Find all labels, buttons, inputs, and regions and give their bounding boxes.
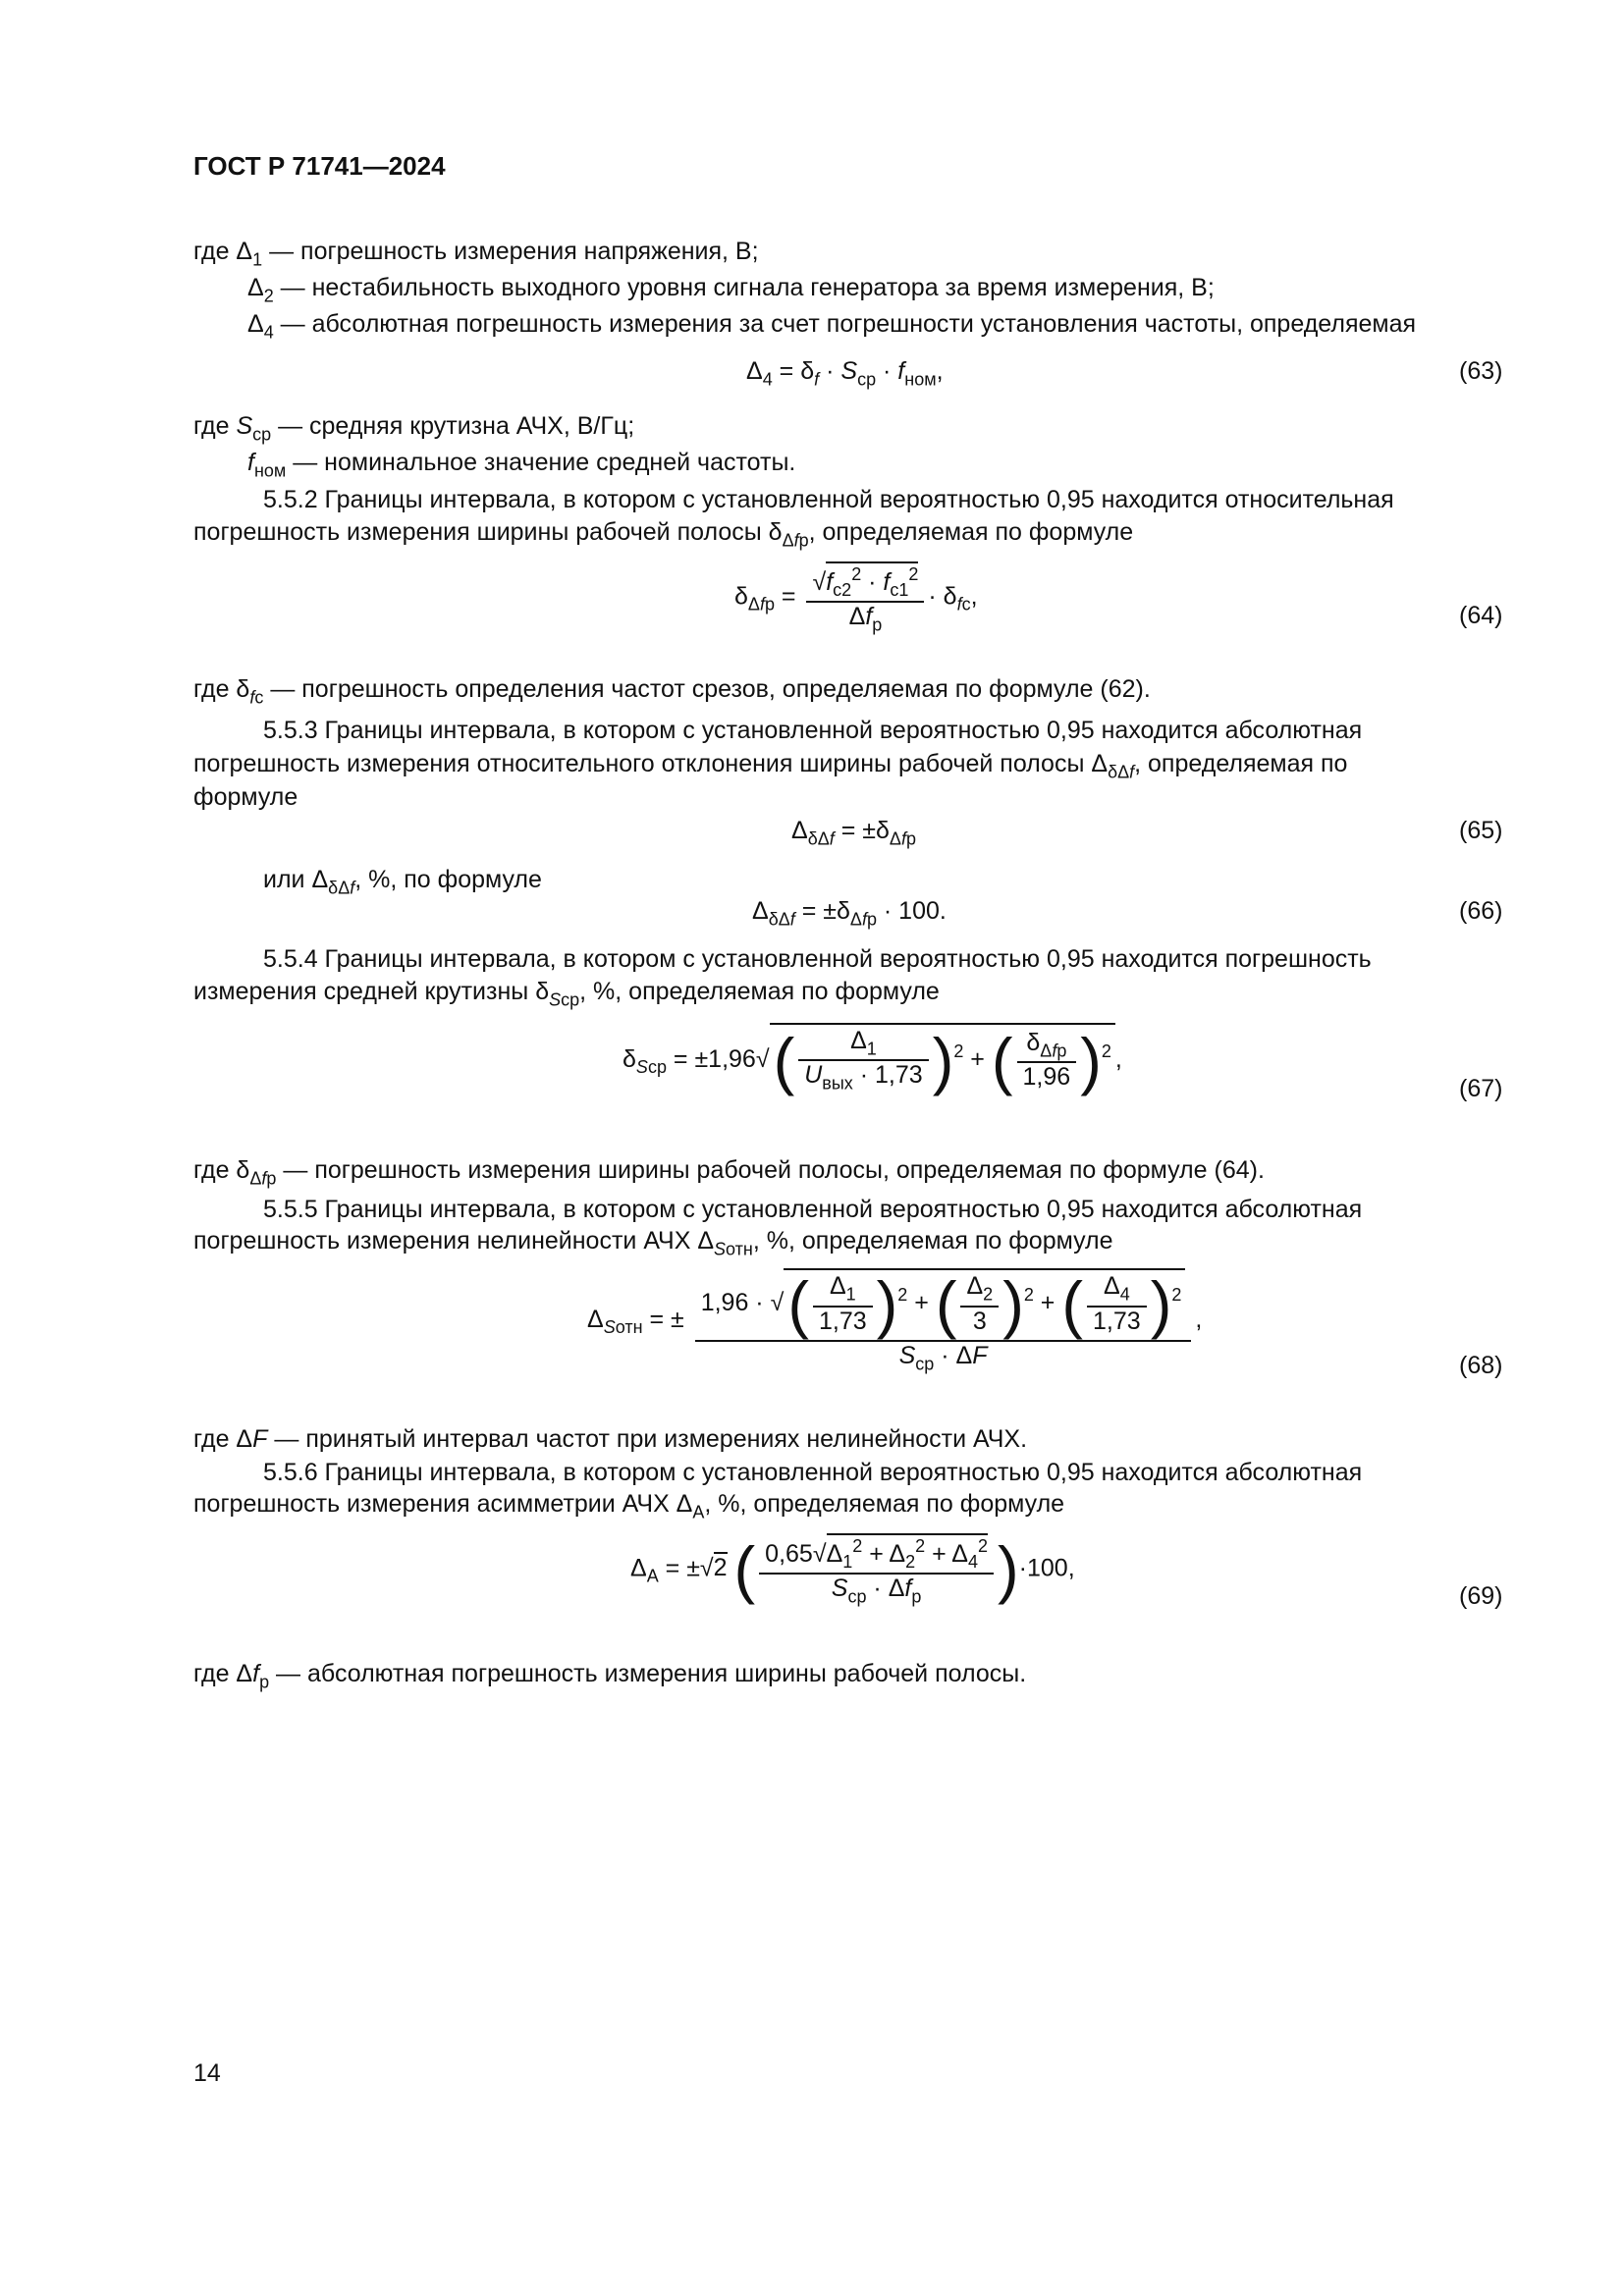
formula-63: $\Delta_4 = \delta_f \cdot S_{ср} \cdot f_{ном}$,	[746, 357, 944, 390]
para-5-5-5-line1: 5.5.5 Границы интервала, в котором с установленной вероятностью 0,95 находится абсолютная	[263, 1196, 1363, 1223]
def-69: где $\Delta f_р$ — абсолютная погрешность измерения ширины рабочей полосы.	[193, 1660, 1027, 1692]
def-delta2: $\Delta_2$ — нестабильность выходного уровня сигнала генератора за время измерения, В;	[247, 274, 1215, 306]
formula-66: $\Delta_{\delta\Delta f} = \pm\delta_{\Delta fр} \cdot 100$.	[752, 897, 947, 930]
equation-number-69: (69)	[1459, 1582, 1503, 1610]
para-5-5-3-line2: погрешность измерения относительного отклонения ширины рабочей полосы $\Delta_{\delta\Delta f}$, определяемая по	[193, 750, 1348, 782]
para-5-5-5-line2: погрешность измерения нелинейности АЧХ $\Delta_{Sотн}$, %, определяемая по формуле	[193, 1227, 1113, 1259]
document-header: ГОСТ Р 71741—2024	[193, 151, 446, 181]
equation-number-64: (64)	[1459, 602, 1503, 629]
para-5-5-6-line2: погрешность измерения асимметрии АЧХ $\Delta_А$, %, определяемая по формуле	[193, 1490, 1065, 1522]
equation-number-67: (67)	[1459, 1075, 1503, 1102]
para-5-5-2-line2: погрешность измерения ширины рабочей полосы $\delta_{\Delta fр}$, определяемая по формуле	[193, 518, 1134, 551]
equation-number-68: (68)	[1459, 1352, 1503, 1379]
or-66: или $\Delta_{\delta\Delta f}$, %, по формуле	[263, 866, 542, 898]
para-5-5-4-line2: измерения средней крутизны $\delta_{Sср}$, %, определяемая по формуле	[193, 978, 940, 1010]
page-number: 14	[193, 2059, 221, 2087]
formula-68: $\Delta_{Sотн}$ = ± 1,96 · √( $\frac{\Delta_1}{1,73}$ )$^2$ + ( $\frac{\Delta_2}{3}$ )$^2$ + ( $\frac{\Delta_4}{1,73}$ )$^2$ $S_{ср} \cdot \Delta F$ ,	[587, 1268, 1203, 1374]
def-68: где ΔF — принятый интервал частот при измерениях нелинейности АЧХ.	[193, 1425, 1028, 1453]
para-5-5-3-line1: 5.5.3 Границы интервала, в котором с установленной вероятностью 0,95 находится абсолютная	[263, 717, 1363, 744]
para-5-5-3-line3: формуле	[193, 783, 298, 811]
def-delta1: где $\Delta_1$ — погрешность измерения напряжения, В;	[193, 238, 759, 270]
equation-number-66: (66)	[1459, 897, 1503, 925]
formula-65: $\Delta_{\delta\Delta f} = \pm\delta_{\Delta fр}$	[791, 817, 916, 849]
def-scp: где $S_{ср}$ — средняя крутизна АЧХ, В/Гц;	[193, 412, 635, 445]
para-5-5-6-line1: 5.5.6 Границы интервала, в котором с установленной вероятностью 0,95 находится абсолютная	[263, 1459, 1363, 1486]
para-5-5-4-line1: 5.5.4 Границы интервала, в котором с установленной вероятностью 0,95 находится погрешность	[263, 945, 1372, 973]
formula-64: $\delta_{\Delta fр}$ = $\frac{√f_{с2}^2 \cdot f_{с1}^2}{\Delta f_р}$ · $\delta_{fс}$,	[734, 560, 978, 635]
def-fnom: $f_{ном}$ — номинальное значение средней частоты.	[247, 449, 796, 481]
def-delta4: $\Delta_4$ — абсолютная погрешность измерения за счет погрешности установления частоты, определяемая	[247, 310, 1417, 343]
equation-number-65: (65)	[1459, 817, 1503, 844]
equation-number-63: (63)	[1459, 357, 1503, 385]
formula-67: $\delta_{Sср} = \pm 1,96√$( $\frac{\Delta_1}{U_{вых} \cdot 1,73}$ )$^2$ + ( $\frac{\delta_{\Delta fр}}{1,96}$ )$^2$ ,	[623, 1024, 1122, 1096]
para-5-5-2-line1: 5.5.2 Границы интервала, в котором с установленной вероятностью 0,95 находится относительная	[263, 486, 1394, 513]
formula-69: $\Delta_А = \pm√2$ ( $\frac{0,65√\Delta_1^2 + \Delta_2^2 + \Delta_4^2}{S_{ср} \cdot \Delta f_р}$ )·100,	[630, 1531, 1075, 1607]
def-67: где $\delta_{\Delta fр}$ — погрешность измерения ширины рабочей полосы, определяемая по формуле (64).	[193, 1156, 1265, 1189]
def-64: где $\delta_{fс}$ — погрешность определения частот срезов, определяемая по формуле (62).	[193, 675, 1151, 708]
